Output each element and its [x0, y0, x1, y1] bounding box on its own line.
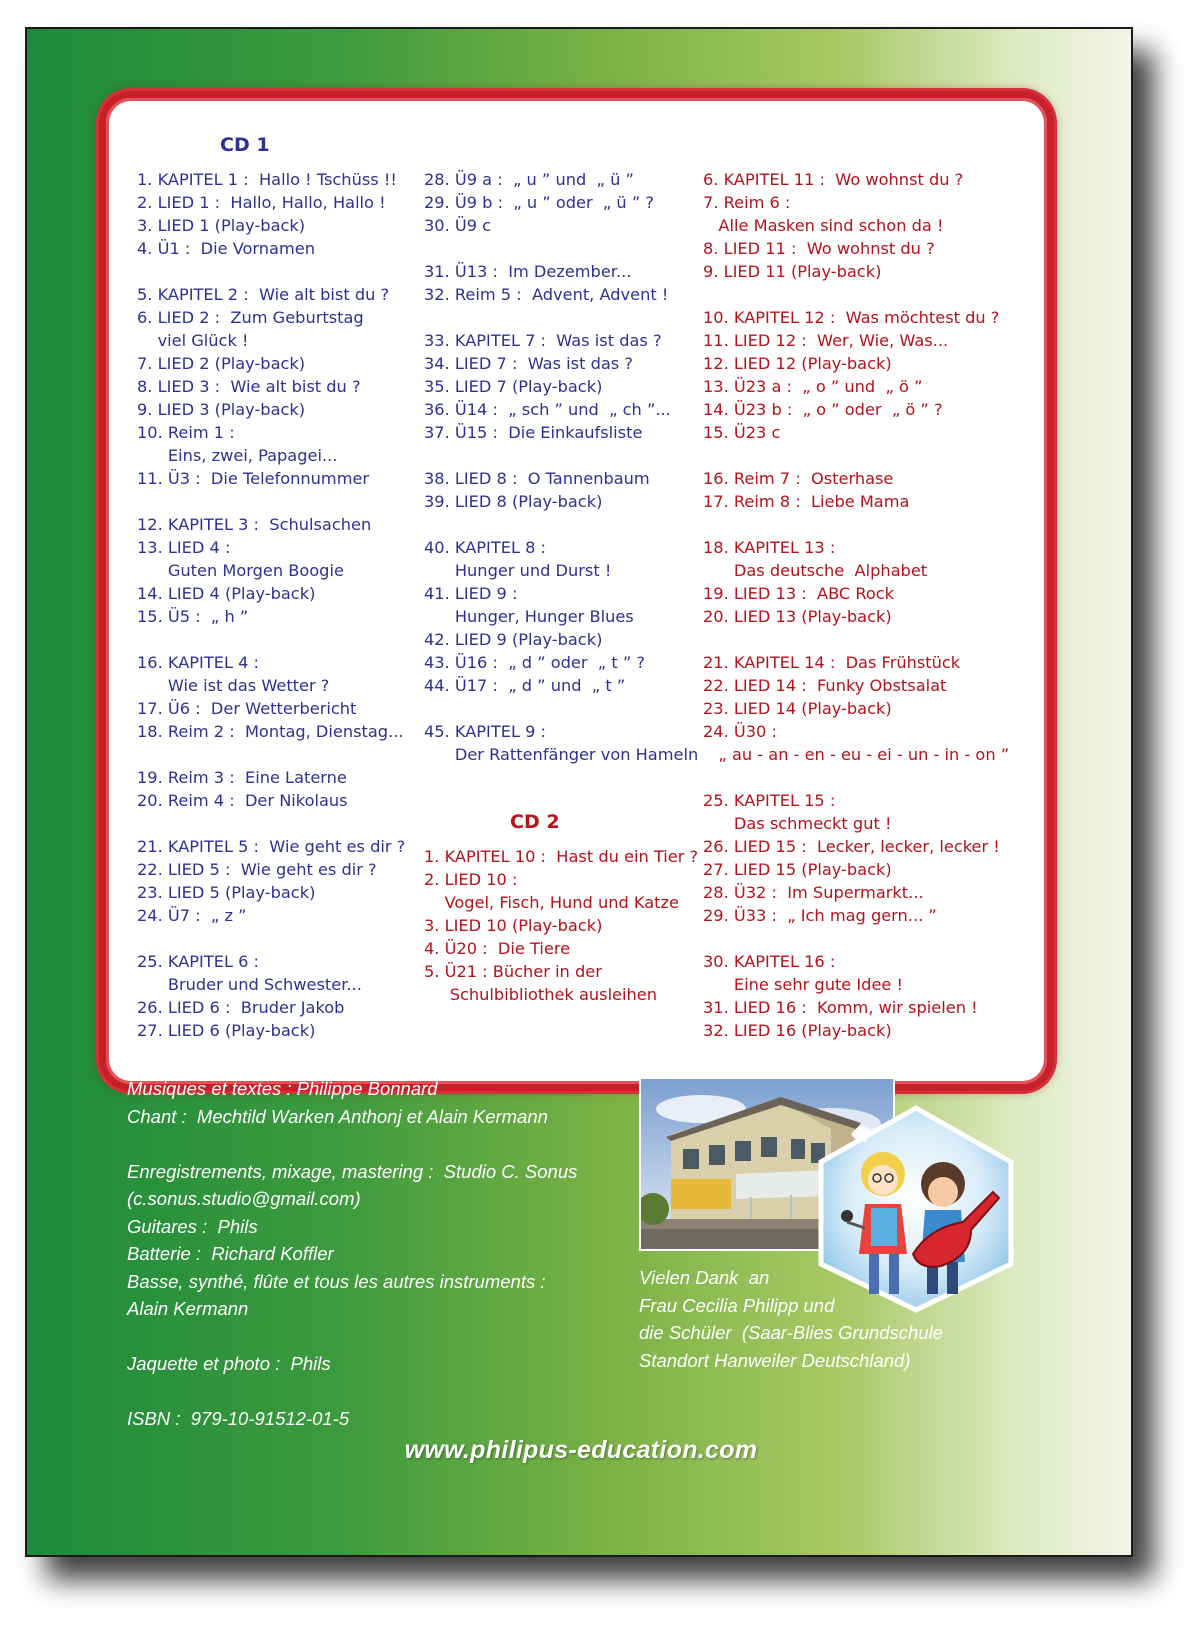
list-item: 8. LIED 11 : Wo wohnst du ?: [703, 239, 935, 258]
cd-back-cover: [25, 27, 1133, 1557]
list-item: 29. Ü33 : „ Ich mag gern... ”: [703, 906, 937, 925]
list-item: 6. KAPITEL 11 : Wo wohnst du ?: [703, 170, 964, 189]
list-item: 26. LIED 15 : Lecker, lecker, lecker !: [703, 837, 1000, 856]
list-item: 3. LIED 10 (Play-back): [424, 916, 603, 935]
list-item: 20. Reim 4 : Der Nikolaus: [137, 791, 348, 810]
list-item: 39. LIED 8 (Play-back): [424, 492, 603, 511]
list-item: 38. LIED 8 : O Tannenbaum: [424, 469, 650, 488]
list-item: 44. Ü17 : „ d ” und „ t ”: [424, 676, 626, 695]
list-item: 14. LIED 4 (Play-back): [137, 584, 316, 603]
list-spacer: [424, 237, 698, 260]
list-item: Wie ist das Wetter ?: [137, 676, 330, 695]
list-item: 34. LIED 7 : Was ist das ?: [424, 354, 633, 373]
list-spacer: [424, 306, 698, 329]
list-item: 19. Reim 3 : Eine Laterne: [137, 768, 347, 787]
credits-block: [127, 1075, 647, 1433]
list-item: Der Rattenfänger von Hameln: [424, 745, 699, 764]
list-item: 12. LIED 12 (Play-back): [703, 354, 892, 373]
list-spacer: [137, 743, 405, 766]
list-item: 37. Ü15 : Die Einkaufsliste: [424, 423, 643, 442]
list-item: 5. KAPITEL 2 : Wie alt bist du ?: [137, 285, 390, 304]
list-item: Das schmeckt gut !: [703, 814, 892, 833]
list-spacer: [424, 697, 698, 720]
list-item: 32. Reim 5 : Advent, Advent !: [424, 285, 669, 304]
list-spacer: [703, 628, 1009, 651]
list-item: 27. LIED 6 (Play-back): [137, 1021, 316, 1040]
list-item: 19. LIED 13 : ABC Rock: [703, 584, 895, 603]
list-spacer: [703, 927, 1009, 950]
list-item: 4. Ü1 : Die Vornamen: [137, 239, 315, 258]
list-item: Batterie : Richard Koffler: [127, 1243, 334, 1264]
list-item: 21. KAPITEL 14 : Das Frühstück: [703, 653, 961, 672]
list-item: 3. LIED 1 (Play-back): [137, 216, 306, 235]
list-item: 2. LIED 1 : Hallo, Hallo, Hallo !: [137, 193, 386, 212]
list-item: 2. LIED 10 :: [424, 870, 518, 889]
list-item: Guten Morgen Boogie: [137, 561, 344, 580]
list-spacer: [137, 927, 405, 950]
list-item: 1. KAPITEL 10 : Hast du ein Tier ?: [424, 847, 699, 866]
list-item: 33. KAPITEL 7 : Was ist das ?: [424, 331, 662, 350]
list-item: Musiques et textes : Philippe Bonnard: [127, 1078, 438, 1099]
list-item: 9. LIED 11 (Play-back): [703, 262, 882, 281]
list-spacer: [137, 628, 405, 651]
list-item: 42. LIED 9 (Play-back): [424, 630, 603, 649]
list-item: 7. LIED 2 (Play-back): [137, 354, 306, 373]
list-spacer: [137, 260, 405, 283]
list-item: Chant : Mechtild Warken Anthonj et Alain Kermann: [127, 1105, 548, 1127]
list-item: 6. LIED 2 : Zum Geburtstag: [137, 308, 364, 327]
list-item: „ au - an - en - eu - ei - un - in - on ”: [703, 745, 1010, 764]
list-item: 23. LIED 5 (Play-back): [137, 883, 316, 902]
list-item: 1. KAPITEL 1 : Hallo ! Tschüss !!: [137, 170, 397, 189]
list-item: 16. KAPITEL 4 :: [137, 653, 260, 672]
list-spacer: [127, 1130, 647, 1158]
list-item: 12. KAPITEL 3 : Schulsachen: [137, 515, 372, 534]
list-item: 24. Ü30 :: [703, 722, 777, 741]
list-item: 25. KAPITEL 15 :: [703, 791, 836, 810]
cd2-column-3: [703, 168, 1009, 1042]
list-item: Das deutsche Alphabet: [703, 561, 928, 580]
list-item: 41. LIED 9 :: [424, 584, 518, 603]
list-item: Hunger und Durst !: [424, 561, 612, 580]
list-item: 30. Ü9 c: [424, 216, 492, 235]
list-item: 22. LIED 14 : Funky Obstsalat: [703, 676, 947, 695]
list-spacer: [137, 812, 405, 835]
list-item: 43. Ü16 : „ d ” oder „ t ” ?: [424, 653, 645, 672]
list-item: 10. KAPITEL 12 : Was möchtest du ?: [703, 308, 1000, 327]
list-item: 31. LIED 16 : Komm, wir spielen !: [703, 998, 978, 1017]
list-item: Vogel, Fisch, Hund und Katze: [424, 893, 679, 912]
list-item: Frau Cecilia Philipp und: [639, 1294, 835, 1316]
website-url: www.philipus-education.com: [404, 1436, 758, 1464]
list-spacer: [137, 490, 405, 513]
list-item: 22. LIED 5 : Wie geht es dir ?: [137, 860, 377, 879]
list-item: 18. Reim 2 : Montag, Dienstag...: [137, 722, 404, 741]
cd2-heading: CD 2: [510, 811, 560, 833]
list-item: 11. LIED 12 : Wer, Wie, Was...: [703, 331, 949, 350]
list-item: Bruder und Schwester...: [137, 975, 362, 994]
list-spacer: [127, 1378, 647, 1406]
list-item: 23. LIED 14 (Play-back): [703, 699, 892, 718]
list-item: Schulbibliothek ausleihen: [424, 985, 657, 1004]
list-item: 15. Ü23 c: [703, 423, 781, 442]
list-item: Basse, synthé, flûte et tous les autres instruments :: [127, 1270, 546, 1292]
list-item: ISBN : 979-10-91512-01-5: [127, 1408, 350, 1429]
list-item: 17. Ü6 : Der Wetterbericht: [137, 699, 357, 718]
list-item: 32. LIED 16 (Play-back): [703, 1021, 892, 1040]
tracklist-panel: [99, 91, 1054, 1091]
list-spacer: [703, 444, 1009, 467]
list-item: Eine sehr gute Idee !: [703, 975, 904, 994]
list-item: 28. Ü32 : Im Supermarkt...: [703, 883, 924, 902]
list-item: viel Glück !: [137, 331, 249, 350]
list-item: 25. KAPITEL 6 :: [137, 952, 260, 971]
list-item: 28. Ü9 a : „ u ” und „ ü ”: [424, 170, 634, 189]
list-item: 27. LIED 15 (Play-back): [703, 860, 892, 879]
list-item: 21. KAPITEL 5 : Wie geht es dir ?: [137, 837, 406, 856]
list-item: 11. Ü3 : Die Telefonnummer: [137, 469, 370, 488]
list-item: 15. Ü5 : „ h ”: [137, 607, 249, 626]
list-item: 5. Ü21 : Bücher in der: [424, 962, 602, 981]
list-item: 36. Ü14 : „ sch ” und „ ch ”...: [424, 400, 671, 419]
list-item: die Schüler (Saar-Blies Grundschule: [639, 1322, 944, 1343]
list-item: 17. Reim 8 : Liebe Mama: [703, 492, 910, 511]
thanks-block: [639, 1264, 999, 1374]
list-item: 35. LIED 7 (Play-back): [424, 377, 603, 396]
cd1-heading: CD 1: [220, 134, 270, 156]
list-item: 20. LIED 13 (Play-back): [703, 607, 892, 626]
list-item: (c.sonus.studio@gmail.com): [127, 1188, 361, 1209]
list-item: 31. Ü13 : Im Dezember...: [424, 262, 632, 281]
list-item: 13. Ü23 a : „ o ” und „ ö ”: [703, 377, 923, 396]
list-item: 8. LIED 3 : Wie alt bist du ?: [137, 377, 361, 396]
list-item: 4. Ü20 : Die Tiere: [424, 939, 571, 958]
list-item: Standort Hanweiler Deutschland): [639, 1349, 911, 1371]
list-item: Jaquette et photo : Phils: [127, 1353, 331, 1374]
list-item: 18. KAPITEL 13 :: [703, 538, 836, 557]
list-spacer: [424, 513, 698, 536]
list-item: Alain Kermann: [127, 1298, 249, 1319]
list-item: 13. LIED 4 :: [137, 538, 231, 557]
list-item: Hunger, Hunger Blues: [424, 607, 634, 626]
cd1-column-1: [137, 168, 405, 1042]
cd2-column-2: [424, 845, 698, 1006]
list-item: 30. KAPITEL 16 :: [703, 952, 836, 971]
cd1-column-2: [424, 168, 698, 766]
list-item: 9. LIED 3 (Play-back): [137, 400, 306, 419]
list-item: 10. Reim 1 :: [137, 423, 235, 442]
list-spacer: [703, 513, 1009, 536]
list-item: 14. Ü23 b : „ o ” oder „ ö ” ?: [703, 400, 943, 419]
list-item: 16. Reim 7 : Osterhase: [703, 469, 894, 488]
list-item: Enregistrements, mixage, mastering : Studio C. Sonus: [127, 1160, 578, 1182]
list-item: Alle Masken sind schon da !: [703, 216, 944, 235]
list-spacer: [703, 766, 1009, 789]
list-item: Guitares : Phils: [127, 1215, 258, 1237]
list-item: Vielen Dank an: [639, 1267, 770, 1288]
list-spacer: [424, 444, 698, 467]
list-item: 40. KAPITEL 8 :: [424, 538, 547, 557]
list-item: 24. Ü7 : „ z ”: [137, 906, 247, 925]
list-spacer: [127, 1323, 647, 1351]
list-item: 45. KAPITEL 9 :: [424, 722, 547, 741]
list-item: 29. Ü9 b : „ u ” oder „ ü ” ?: [424, 193, 654, 212]
list-spacer: [703, 283, 1009, 306]
list-item: Eins, zwei, Papagei...: [137, 446, 338, 465]
list-item: 26. LIED 6 : Bruder Jakob: [137, 998, 345, 1017]
list-item: 7. Reim 6 :: [703, 193, 791, 212]
